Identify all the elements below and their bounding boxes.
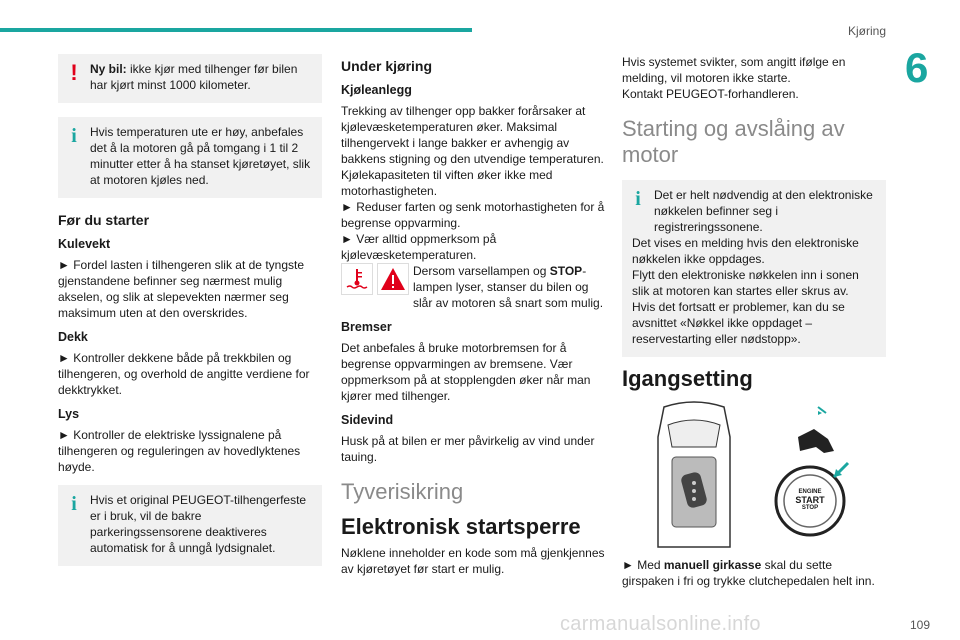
- starting-heading: Starting og avslåing av motor: [622, 116, 845, 167]
- info-icon: i: [71, 125, 77, 147]
- cooling-bullet-2: ► Vær alltid oppmerksom på kjølevæsketemperaturen.: [341, 232, 497, 262]
- tyres-heading: Dekk: [58, 330, 88, 344]
- towbar-text: Hvis et original PEUGEOT-tilhengerfeste er i bruk, vil de bakre parkeringssensorene deaktiveres automatisk for å unngå lydsignalet.: [90, 493, 307, 555]
- manual-gearbox-text: [622, 557, 886, 589]
- immobiliser-text: Nøklene inneholder en kode som må gjenkjennes av kjøretøyet før start er mulig.: [341, 546, 605, 576]
- manual-rest: skal du sette girspaken i fri og trykke clutchepedalen helt inn.: [622, 558, 875, 588]
- header-accent-bar: [0, 28, 472, 32]
- car-key-illustration: [622, 397, 886, 557]
- brakes-heading: Bremser: [341, 320, 392, 334]
- start-stop-button: [788, 488, 832, 512]
- info-note-towbar: [58, 485, 322, 566]
- start-illustration: [622, 397, 886, 557]
- immobiliser-heading: Elektronisk startsperre: [341, 514, 581, 539]
- warning-triangle-icon: [377, 263, 409, 295]
- button-label-engine: ENGINE: [798, 489, 822, 495]
- load-heading: Kulevekt: [58, 237, 111, 251]
- button-label-stop: STOP: [801, 505, 819, 511]
- key-note-3: Flytt den elektroniske nøkkelen inn i sonen slik at motoren kan startes eller skrus av.: [632, 268, 859, 298]
- anti-theft-heading: Tyverisikring: [341, 479, 464, 504]
- new-car-label: Ny bil:: [90, 62, 127, 76]
- before-start-heading: Før du starter: [58, 212, 150, 228]
- column-2: [341, 54, 605, 583]
- system-fail-text: Hvis systemet svikter, som angitt ifølge en melding, vil motoren ikke starte.: [622, 55, 846, 85]
- coolant-temperature-icon: [341, 263, 373, 295]
- page-number: 109: [909, 618, 930, 632]
- column-3: [622, 54, 886, 595]
- info-note-temperature: [58, 117, 322, 198]
- info-icon: i: [635, 188, 641, 210]
- crosswind-text: Husk på at bilen er mer påvirkelig av vind under tauing.: [341, 434, 595, 464]
- load-text: ► Fordel lasten i tilhengeren slik at de tyngste gjenstandene befinner seg nærmest mulig akselen, og slik at slepevekten nærmer seg maksimum uten at den overskrides.: [58, 258, 305, 320]
- warning-exclamation-icon: !: [70, 60, 78, 85]
- temperature-text: Hvis temperaturen ute er høy, anbefales det å la motoren gå på tomgang i 1 til 2 minutter etter å ha stanset kjøretøyet, slik at motoren kjøles ned.: [90, 125, 311, 187]
- key-note-4: Hvis det fortsatt er problemer, kan du se avsnittet «Nøkkel ikke oppdaget – reservestarting eller nødstopp».: [632, 300, 845, 346]
- warning-text-b: -lampen lyser, stanser du bilen og slår av motoren så snart som mulig.: [413, 264, 604, 310]
- warning-text-a: Dersom varsellampen og: [413, 264, 550, 278]
- section-title: Kjøring: [847, 24, 886, 38]
- column-1: [58, 54, 322, 580]
- during-driving-heading: Under kjøring: [341, 58, 433, 74]
- warning-note-new-car: [58, 54, 322, 103]
- cooling-heading: Kjøleanlegg: [341, 83, 412, 97]
- brakes-text: Det anbefales å bruke motorbremsen for å begrense oppvarmingen av bremsene. Vær oppmerksom på at stopplengden øker når man kjører med tilhenger.: [341, 341, 591, 403]
- key-note-2: Det vises en melding hvis den elektroniske nøkkelen ikke oppdages.: [632, 236, 859, 266]
- new-car-text: ikke kjør med tilhenger før bilen har kjørt minst 1000 kilometer.: [90, 62, 298, 92]
- lights-text: ► Kontroller de elektriske lyssignalene på tilhengeren og reguleringen av hovedlyktenes høyde.: [58, 428, 301, 474]
- ignition-heading: Igangsetting: [622, 366, 753, 391]
- warning-lamps-row: [341, 263, 605, 311]
- stop-label: STOP: [549, 264, 583, 278]
- key-note-1: Det er helt nødvendig at den elektroniske nøkkelen befinner seg i registreringssonene.: [654, 188, 873, 234]
- chapter-number: 6: [905, 44, 929, 91]
- cooling-text: Trekking av tilhenger opp bakker forårsaker at kjølevæsketemperaturen øker. Maksimal tilhengervekt i lange bakker er avhengig av bakkens stigning og den utvendige temperaturen. Kjølekapasiteten til viften øker ikke med motorhastigheten.: [341, 104, 604, 198]
- info-note-key: [622, 180, 886, 357]
- lights-heading: Lys: [58, 407, 80, 421]
- button-label-start: START: [795, 495, 825, 505]
- contact-dealer-text: Kontakt PEUGEOT-forhandleren.: [622, 87, 799, 101]
- manual-prefix: ► Med: [622, 558, 664, 572]
- info-icon: i: [71, 493, 77, 515]
- manual-label: manuell girkasse: [663, 558, 762, 572]
- cooling-bullet-1: ► Reduser farten og senk motorhastigheten for å begrense oppvarming.: [341, 200, 605, 230]
- watermark: carmanualsonline.info: [560, 613, 761, 635]
- crosswind-heading: Sidevind: [341, 413, 394, 427]
- tyres-text: ► Kontroller dekkene både på trekkbilen og tilhengeren, og overhold de angitte verdiene for dekktrykket.: [58, 351, 310, 397]
